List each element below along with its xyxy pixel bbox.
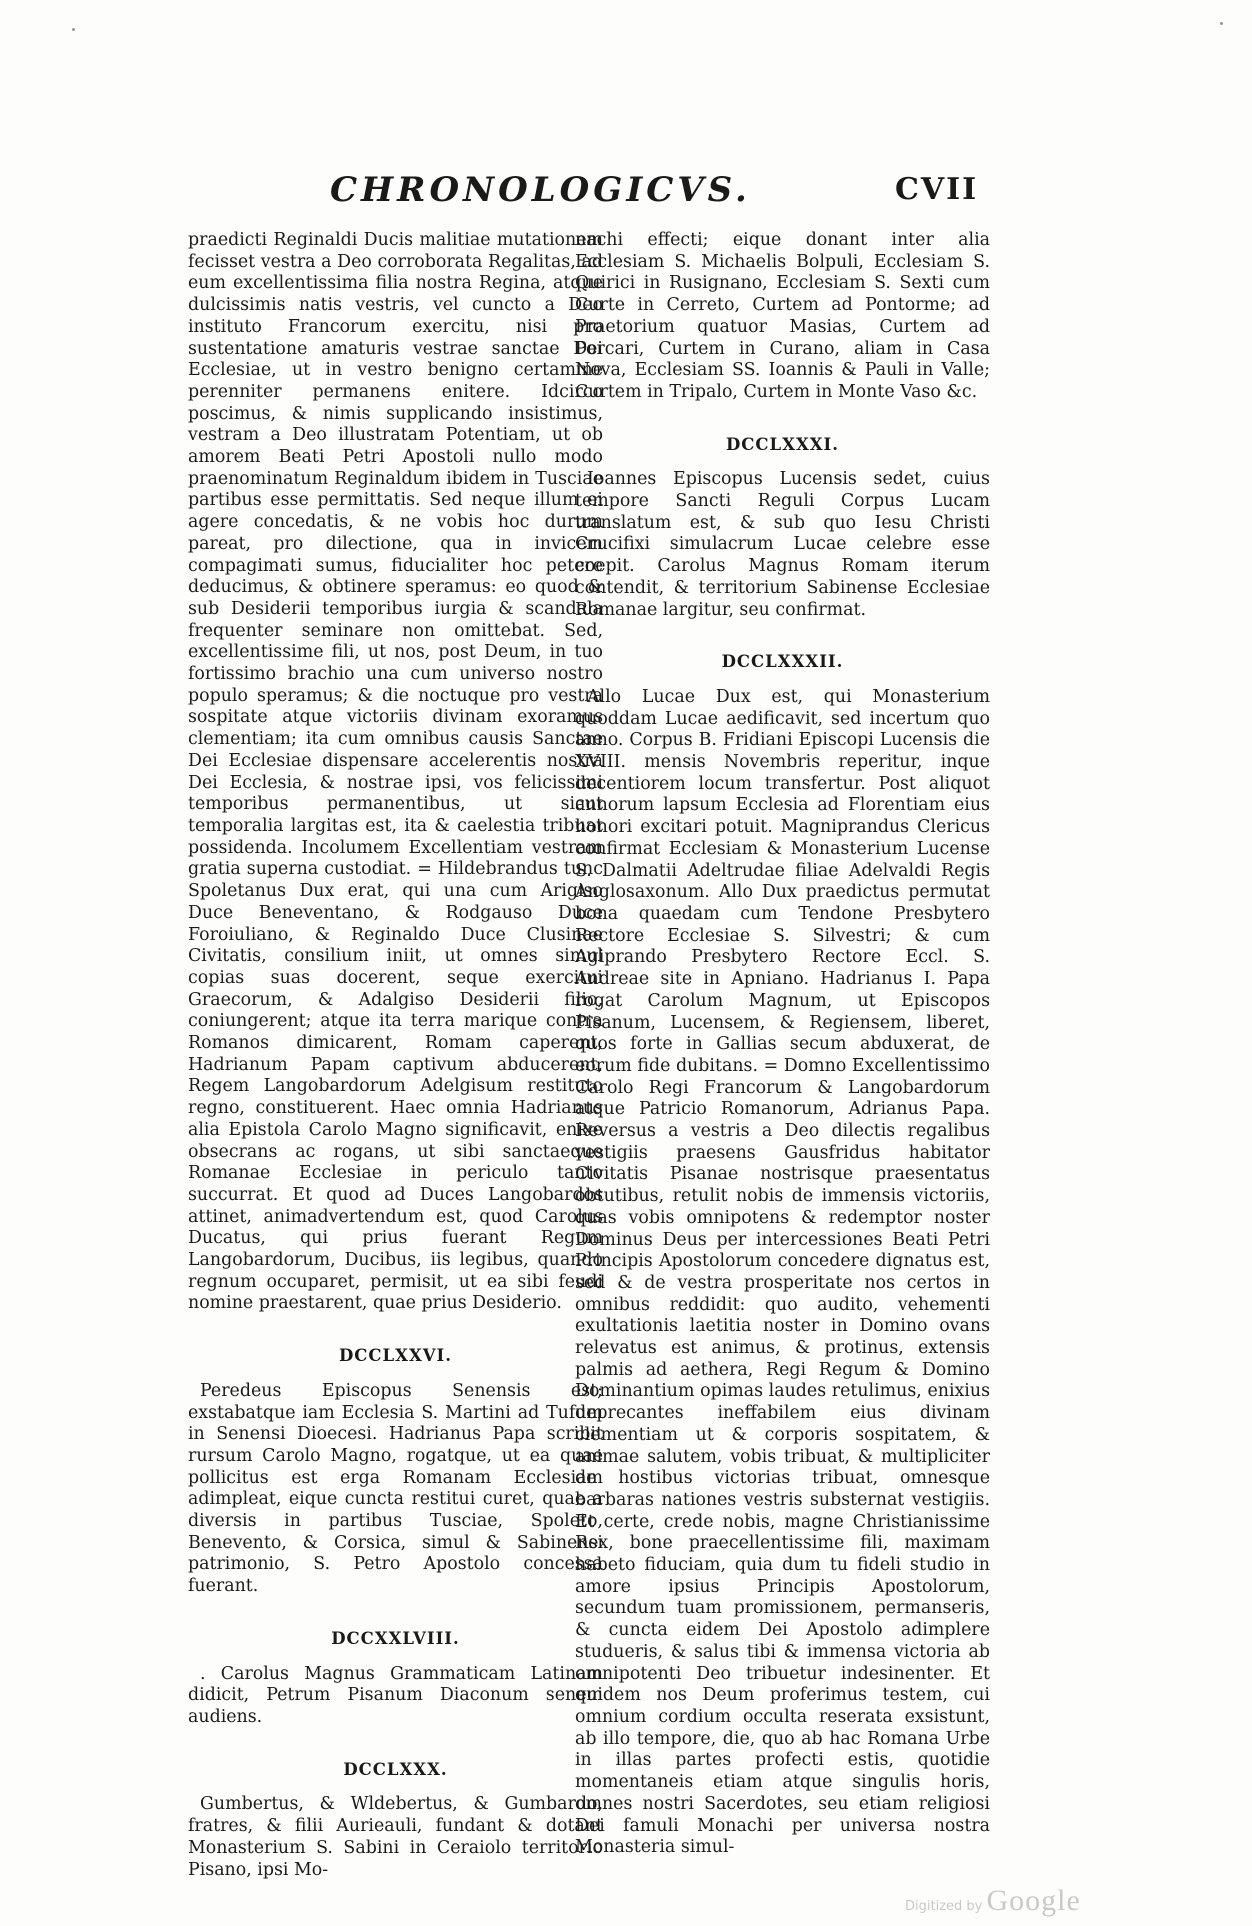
paragraph: Allo Lucae Dux est, qui Monasterium quoddam Lucae aedificavit, sed incertum quo anno. Corpus B. Fridiani Episcopi Lucensis die XVIII. mensis Novembris reperitur, inque decentiorem locum transfertur. Post aliquot annorum lapsum Ecclesia ad Florentiam eius honori excitari potuit. Magniprandus Clericus confirmat Ecclesiam & Monasterium Lucense S. Dalmatii Adeltrudae filiae Adelvaldi Regis Anglosaxonum. Allo Dux praedictus permutat bona quaedam cum Tendone Presbytero Rectore Ecclesiae S. Silvestri; & cum Agiprando Presbytero Rectore Eccl. S. Andreae site in Apniano. Hadrianus I. Papa rogat Carolum Magnum, ut Episcopos Pisanum, Lucensem, & Regiensem, liberet, quos forte in Gallias secum abduxerat, de eorum fide dubitans. = Domno Excellentissimo Carolo Regi Francorum & Langobardorum atque Patricio Romanorum, Adrianus Papa. Reversus a vestris a Deo dilectis regalibus vestigiis praesens Gausfridus habitator Civitatis Pisanae nostrisque praesentatus obtutibus, retulit nobis de immensis victoriis, quas vobis omnipotens & redemptor noster Dominus Deus per intercessiones Beati Petri Principis Apostolorum concedere dignatus est, sed & de vestra prosperitate nos certos in omnibus reddidit: quo audito, vehementi exultationis laetitia noster in Domino ovans relevatus est animus, & protinus, extensis palmis ad aethera, Regi Regum & Domino Dominantium opimas laudes retulimus, enixius deprecantes ineffabilem eius divinam clementiam ut & corporis sospitatem, & animae salutem, vobis tribuat, & multipliciter de hostibus victorias tribuat, omnesque barbaras nationes vestris substernat vestigiis. Et certe, crede nobis, magne Christianissime Rex, bone praecellentissime fili, maximam habeto fiduciam, quia dum tu fideli studio in amore ipsius Principis Apostolorum, secundum tuam promissionem, permanseris, & cuncta eidem Dei Apostolo adimplere studueris, & salus tibi & immensa victoria ab omnipotenti Deo tribuetur indesinenter. Et quidem nos Deum proferimus testem, cui omnium cordium occulta reserata exsistunt, ab illo tempore, die, quo ab hac Romana Urbe in illas partes profecti estis, quotidie momentaneis etiam atque singulis horis, omnes nostri Sacerdotes, seu etiam religiosi Dei famuli Monachi per universa nostra Monasteria simul-	[575, 686, 990, 1858]
google-logo: Google	[986, 1884, 1081, 1917]
paragraph: Gumbertus, & Wldebertus, & Gumbardo, fratres, & filii Aurieauli, fundant & dotant Monasterium S. Sabini in Ceraiolo territorio Pisano, ipsi Mo-	[188, 1794, 603, 1880]
year-heading: DCCLXXXI.	[725, 434, 840, 454]
paragraph: nachi effecti; eique donant inter alia Ecclesiam S. Michaelis Bolpuli, Ecclesiam S. Quirici in Rusignano, Ecclesiam S. Sexti cum Curte in Cerreto, Curtem ad Pontorme; ad Praetorium quatuor Masias, Curtem ad Porcari, Curtem in Curano, aliam in Casa Nova, Ecclesiam SS. Ioannis & Pauli in Valle; Curtem in Tripalo, Curtem in Monte Vaso &c.	[575, 230, 990, 402]
year-heading: DCCXXLVIII.	[331, 1628, 460, 1648]
page-number: CVII	[895, 172, 979, 207]
paragraph: Ioannes Episcopus Lucensis sedet, cuius tempore Sancti Reguli Corpus Lucam translatum est, & sub quo Iesu Christi Crucifixi simulacrum Lucae celebre esse coepit. Carolus Magnus Romam iterum contendit, & territorium Sabinense Ecclesiae Romanae largitur, seu confirmat.	[575, 469, 990, 620]
paragraph: Peredeus Episcopus Senensis est; exstabatque iam Ecclesia S. Martini ad Tufum in Senensi Dioecesi. Hadrianus Papa scribit rursum Carolo Magno, rogatque, ut ea quae pollicitus est erga Romanam Ecclesiam adimpleat, eique cuncta restitui curet, quae a diversis in partibus Tusciae, Spoleto, Benevento, & Corsica, simul & Sabinensi patrimonio, S. Petro Apostolo concessa fuerant.	[188, 1380, 603, 1597]
scan-speck	[72, 28, 75, 31]
digitized-watermark	[905, 1884, 1081, 1918]
year-heading: DCCLXXVI.	[338, 1346, 453, 1366]
paragraph: praedicti Reginaldi Ducis malitiae mutationem fecisset vestra a Deo corroborata Regalitas, ad eum excellentissima filia nostra Regina, atque dulcissimis natis vestris, vel cuncto a Deo instituto Francorum exercitu, nisi pro sustentatione amaturis vestrae sanctae Dei Ecclesiae, ut in vestro benigno certamine perenniter permanens enitere. Idcirco poscimus, & nimis supplicando insistimus, vestram a Deo illustratam Potentiam, ut ob amorem Beati Petri Apostoli nullo modo praenominatum Reginaldum ibidem in Tusciae partibus esse permittatis. Sed neque illum ei agere concedatis, & ne vobis hoc durum pareat, pro dilectione, qua in invicem compagimati sumus, fiducialiter hoc petere deducimus, & obtinere speramus: eo quod & sub Desiderii temporibus iurgia & scandala frequenter seminare non omittebat. Sed, excellentissime fili, ut nos, post Deum, in tuo fortissimo brachio una cum universo nostro populo speramus; & die noctuque pro vestra sospitate atque victoriis divinam exoramus clementiam; ita cum omnibus causis Sanctae Dei Ecclesiae dispensare accelerentis nostra Dei Ecclesia, & nostrae ipsi, vos felicissimi temporibus permanentibus, ut sicut temporalia largitas est, ita & caelestia tribuat possidenda. Incolumem Excellentiam vestram gratia superna custodiat. = Hildebrandus tunc Spoletanus Dux erat, qui una cum Arigiso Duce Beneventano, & Rodgauso Duce Foroiuliano, & Reginaldo Duce Clusinae Civitatis, consilium iniit, ut omnes simul copias suas docerent, seque exercitui Graecorum, & Adalgiso Desiderii filio, coniungerent; atque ita terra marique contra Romanos dimicarent, Romam caperent, Hadrianum Papam captivum abducerent, Regem Langobardorum Adelgisum restituto regno, constituerent. Haec omnia Hadrianus alia Epistola Carolo Magno significavit, enixe obsecrans ac rogans, ut sibi sanctaeque Romanae Ecclesiae in periculo tanto succurrat. Et quod ad Duces Langobardos attinet, animadvertendum est, quod Carolus Ducatus, qui prius fuerant Regum Langobardorum, Ducibus, iis legibus, quando regnum occuparet, permisit, ut ea sibi feudi nomine praestarent, quae prius Desiderio.	[188, 230, 603, 1314]
scan-speck	[1220, 22, 1223, 25]
running-title: CHRONOLOGICVS.	[330, 170, 751, 210]
watermark-prefix: Digitized by	[905, 1899, 983, 1914]
right-column	[575, 230, 990, 1859]
year-heading: DCCLXXX.	[343, 1759, 448, 1779]
year-heading: DCCLXXXII.	[721, 652, 844, 672]
left-column	[188, 230, 603, 1881]
paragraph: . Carolus Magnus Grammaticam Latinam didicit, Petrum Pisanum Diaconum senem audiens.	[188, 1663, 603, 1727]
